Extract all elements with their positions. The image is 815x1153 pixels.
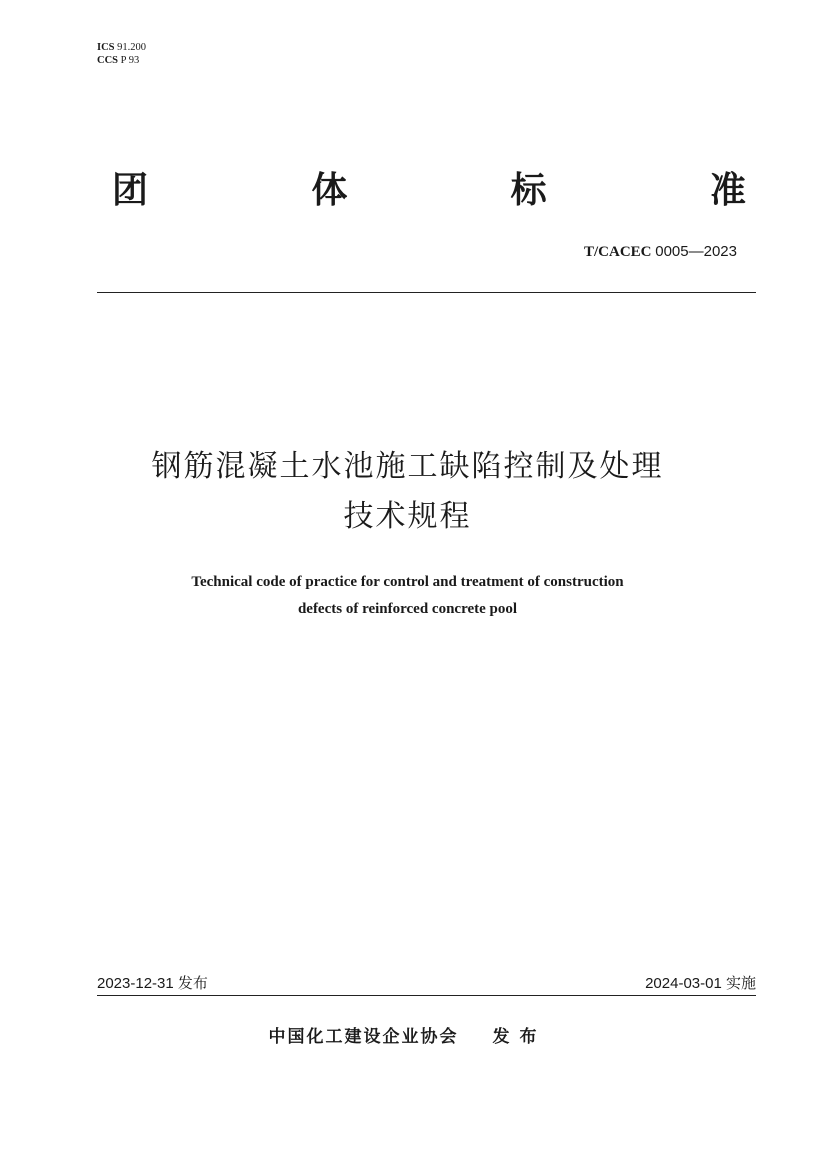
- ics-value: 91.200: [117, 42, 147, 53]
- top-divider: [97, 292, 756, 293]
- standard-code: [584, 243, 737, 261]
- chinese-title-line-2: 技术规程: [343, 499, 472, 534]
- ccs-value: P 93: [120, 55, 140, 66]
- ccs-code: [97, 54, 146, 67]
- english-title: [60, 569, 755, 623]
- implement-date: 2024-03-01 实施: [645, 975, 756, 992]
- chinese-title-line-1: 钢筋混凝土水池施工缺陷控制及处理: [151, 449, 664, 484]
- publisher-action: 发布: [492, 1027, 547, 1047]
- publisher-org: 中国化工建设企业协会: [268, 1027, 459, 1047]
- standard-type-char: 体: [311, 169, 348, 211]
- chinese-title: [60, 442, 755, 542]
- bottom-divider: [97, 995, 756, 996]
- issue-date: 2023-12-31 发布: [97, 975, 208, 992]
- publisher-line: [60, 1022, 755, 1047]
- ics-code: [97, 41, 146, 54]
- standard-type-heading: [112, 162, 746, 212]
- standard-code-number: 0005—2023: [655, 243, 737, 260]
- standard-type-char: 准: [709, 169, 746, 211]
- english-title-line-1: Technical code of practice for control and treatment of construction: [191, 574, 624, 590]
- classification-codes: [97, 41, 146, 67]
- standard-code-prefix: T/CACEC: [583, 244, 652, 260]
- standard-type-char: 标: [510, 169, 547, 211]
- ccs-label: CCS: [97, 55, 119, 66]
- ics-label: ICS: [97, 42, 115, 53]
- english-title-line-2: defects of reinforced concrete pool: [297, 601, 518, 617]
- standard-type-char: 团: [112, 169, 149, 211]
